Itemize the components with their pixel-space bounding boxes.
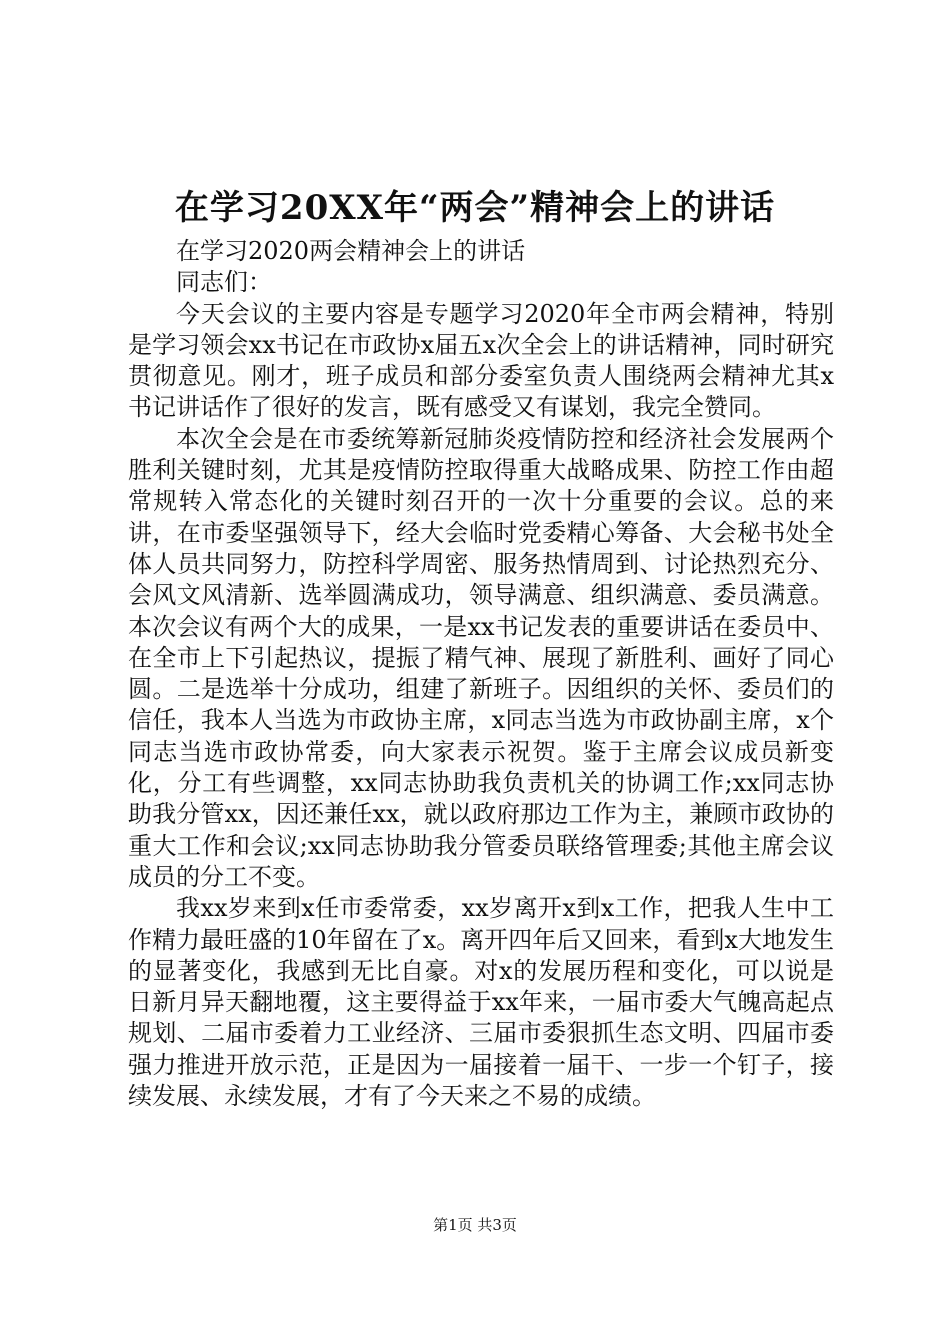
page-footer: 第1页 共3页 — [433, 1216, 517, 1234]
body-paragraph: 今天会议的主要内容是专题学习2020年全市两会精神，特别是学习领会xx书记在市政协x届五x次全会上的讲话精神，同时研究贯彻意见。刚才，班子成员和部分委室负责人围绕两会精神尤其x书记讲话作了很好的发言，既有感受又有谋划，我完全赞同。 — [128, 299, 834, 422]
document-title: 在学习20XX年“两会”精神会上的讲话 — [174, 188, 776, 228]
document-body — [128, 236, 834, 1112]
body-paragraph: 我xx岁来到x任市委常委，xx岁离开x到x工作，把我人生中工作精力最旺盛的10年留在了x。离开四年后又回来，看到x大地发生的显著变化，我感到无比自豪。对x的发展历程和变化，可以说是日新月异天翻地覆，这主要得益于xx年来，一届市委大气魄高起点规划、二届市委着力工业经济、三届市委狠抓生态文明、四届市委强力推进开放示范，正是因为一届接着一届干、一步一个钉子，接续发展、永续发展，才有了今天来之不易的成绩。 — [128, 894, 834, 1111]
body-paragraph: 本次全会是在市委统筹新冠肺炎疫情防控和经济社会发展两个胜利关键时刻，尤其是疫情防控取得重大战略成果、防控工作由超常规转入常态化的关键时刻召开的一次十分重要的会议。总的来讲，在市委坚强领导下，经大会临时党委精心筹备、大会秘书处全体人员共同努力，防控科学周密、服务热情周到、讨论热烈充分、会风文风清新、选举圆满成功，领导满意、组织满意、委员满意。本次会议有两个大的成果，一是xx书记发表的重要讲话在委员中、在全市上下引起热议，提振了精气神、展现了新胜利、画好了同心圆。二是选举十分成功，组建了新班子。因组织的关怀、委员们的信任，我本人当选为市政协主席，x同志当选为市政协副主席，x个同志当选市政协常委，向大家表示祝贺。鉴于主席会议成员新变化，分工有些调整，xx同志协助我负责机关的协调工作;xx同志协助我分管xx，因还兼任xx，就以政府那边工作为主，兼顾市政协的重大工作和会议;xx同志协助我分管委员联络管理委;其他主席会议成员的分工不变。 — [128, 424, 834, 891]
subtitle-paragraph: 在学习2020两会精神会上的讲话 — [176, 237, 526, 265]
salutation-paragraph: 同志们： — [176, 268, 272, 297]
